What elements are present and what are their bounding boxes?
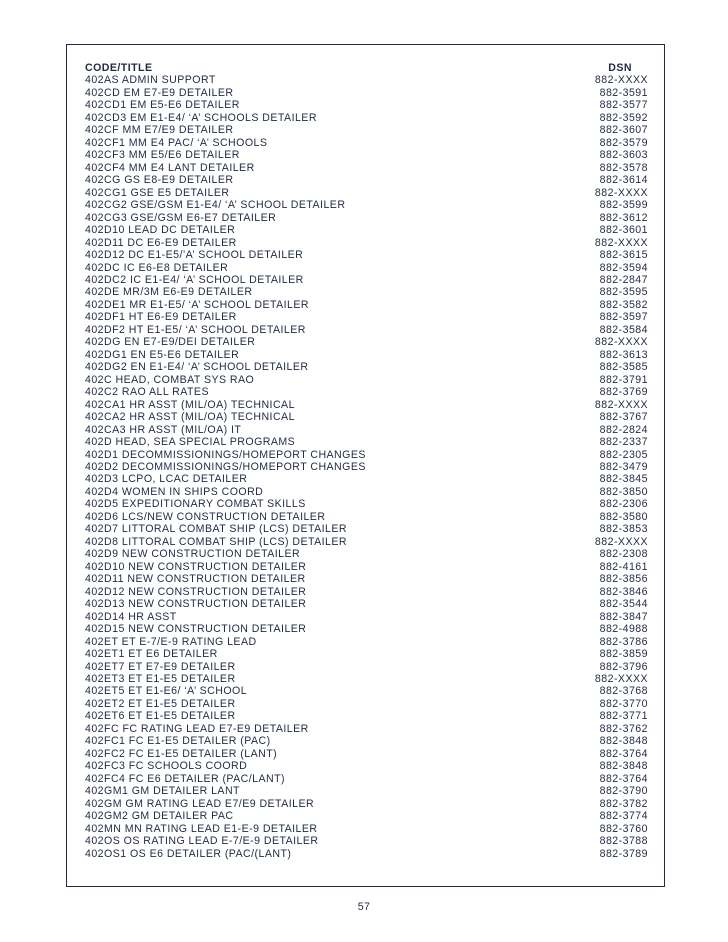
table-row [85,162,648,174]
table-row [85,735,648,747]
code-title-cell: 402GM2 GM DETAILER PAC [85,810,234,823]
table-row [85,710,648,722]
dsn-cell: 882-3594 [599,261,648,274]
code-title-cell: 402DC IC E6-E8 DETAILER [85,261,229,274]
table-row [85,798,648,810]
table-row [85,461,648,473]
table-row [85,299,648,311]
dsn-cell: 882-3579 [599,136,648,149]
code-title-cell: 402D11 NEW CONSTRUCTION DETAILER [85,573,306,586]
code-title-cell: 402C HEAD, COMBAT SYS RAO [85,373,255,386]
dsn-cell: 882-2306 [599,498,648,511]
dsn-cell: 882-2305 [599,448,648,461]
code-title-cell: 402AS ADMIN SUPPORT [85,74,216,87]
table-row [85,224,648,236]
dsn-cell: 882-4161 [599,560,648,573]
code-title-cell: 402CA1 HR ASST (MIL/OA) TECHNICAL [85,398,295,411]
code-title-cell: 402DE1 MR E1-E5/ ‘A’ SCHOOL DETAILER [85,298,310,311]
table-row [85,112,648,124]
table-row [85,199,648,211]
code-title-cell: 402D5 EXPEDITIONARY COMBAT SKILLS [85,498,306,511]
table-row [85,274,648,286]
code-title-cell: 402C2 RAO ALL RATES [85,386,209,399]
dsn-cell: 882-3479 [599,461,648,473]
dsn-cell: 882-3791 [599,373,648,386]
code-title-cell: 402ET3 ET E1-E5 DETAILER [85,672,236,685]
dsn-cell: 882-3578 [599,161,648,174]
dsn-cell: 882-3790 [599,785,648,798]
dsn-cell: 882-3845 [599,473,648,486]
table-body [85,74,648,860]
code-title-cell: 402D3 LCPO, LCAC DETAILER [85,473,248,486]
code-title-cell: 402OS1 OS E6 DETAILER (PAC/(LANT) [85,847,292,860]
dsn-cell: 882-3771 [599,710,648,723]
dsn-cell: 882-3544 [599,598,648,611]
code-title-cell: 402D10 LEAD DC DETAILER [85,224,236,237]
dsn-cell: 882-3850 [599,485,648,498]
table-row [85,361,648,373]
table-row [85,324,648,336]
code-title-cell: 402CG GS E8-E9 DETAILER [85,174,234,187]
table-row [85,636,648,648]
code-title-cell: 402DF2 HT E1-E5/ ‘A’ SCHOOL DETAILER [85,323,306,336]
table-row [85,598,648,610]
table-header [85,62,648,74]
table-row [85,149,648,161]
dsn-cell: 882-3591 [599,86,648,99]
code-title-cell: 402D1 DECOMMISSIONINGS/HOMEPORT CHANGES [85,448,366,461]
dsn-cell: 882-3848 [599,760,648,773]
dsn-cell: 882-2824 [599,423,648,436]
dsn-cell: 882-3607 [599,124,648,137]
table-row [85,561,648,573]
code-title-cell: 402OS OS RATING LEAD E-7/E-9 DETAILER [85,835,319,848]
code-title-cell: 402DF1 HT E6-E9 DETAILER [85,311,237,324]
code-title-cell: 402ET1 ET E6 DETAILER [85,648,218,661]
table-row [85,449,648,461]
code-title-cell: 402CD3 EM E1-E4/ ‘A’ SCHOOLS DETAILER [85,111,317,124]
dsn-cell: 882-3615 [599,249,648,262]
table-row [85,436,648,448]
table-row [85,473,648,485]
dsn-cell: 882-3782 [599,797,648,810]
code-title-cell: 402ET7 ET E7-E9 DETAILER [85,660,236,673]
table-row [85,311,648,323]
dsn-cell: 882-3585 [599,361,648,374]
table-row [85,99,648,111]
dsn-cell: 882-3614 [599,174,648,187]
table-row [85,586,648,598]
table-row [85,124,648,136]
table-row [85,573,648,585]
table-row [85,286,648,298]
dsn-cell: 882-XXXX [594,236,648,249]
dsn-cell: 882-4988 [599,623,648,636]
code-title-cell: 402D4 WOMEN IN SHIPS COORD [85,485,264,498]
table-row [85,399,648,411]
table-row [85,87,648,99]
table-row [85,760,648,772]
code-title-cell: 402D13 NEW CONSTRUCTION DETAILER [85,598,307,611]
code-title-cell: 402CG3 GSE/GSM E6-E7 DETAILER [85,211,277,224]
dsn-cell: 882-XXXX [594,74,648,87]
table-row [85,74,648,86]
dsn-cell: 882-3859 [599,648,648,661]
code-title-cell: 402DC2 IC E1-E4/ ‘A’ SCHOOL DETAILER [85,273,304,286]
table-row [85,810,648,822]
code-title-cell: 402CD1 EM E5-E6 DETAILER [85,99,240,112]
code-title-cell: 402FC3 FC SCHOOLS COORD [85,760,248,773]
code-title-cell: 402DG EN E7-E9/DEI DETAILER [85,336,256,349]
code-title-cell: 402D HEAD, SEA SPECIAL PROGRAMS [85,436,296,449]
directory-table [85,62,648,860]
table-row [85,848,648,860]
table-row [85,723,648,735]
table-row [85,187,648,199]
code-title-cell: 402FC FC RATING LEAD E7-E9 DETAILER [85,722,309,735]
dsn-cell: 882-3613 [599,348,648,361]
code-title-cell: 402ET5 ET E1-E6/ ‘A’ SCHOOL [85,685,248,698]
table-row [85,748,648,760]
table-row [85,249,648,261]
code-title-cell: 402GM GM RATING LEAD E7/E9 DETAILER [85,797,315,810]
dsn-cell: 882-3786 [599,635,648,648]
dsn-cell: 882-3770 [599,697,648,710]
dsn-cell: 882-3774 [599,810,648,823]
table-row [85,823,648,835]
code-title-cell: 402ET ET E-7/E-9 RATING LEAD [85,635,257,648]
dsn-cell: 882-3592 [599,111,648,124]
code-title-cell: 402CA3 HR ASST (MIL/OA) IT [85,423,242,436]
dsn-cell: 882-XXXX [594,672,648,685]
dsn-cell: 882-3595 [599,286,648,299]
table-row [85,212,648,224]
code-title-cell: 402FC1 FC E1-E5 DETAILER (PAC) [85,735,271,748]
table-row [85,498,648,510]
table-row [85,374,648,386]
table-row [85,773,648,785]
code-title-cell: 402D11 DC E6-E9 DETAILER [85,236,237,249]
code-title-cell: 402D15 NEW CONSTRUCTION DETAILER [85,623,307,636]
code-title-cell: 402D12 NEW CONSTRUCTION DETAILER [85,585,307,598]
code-title-cell: 402FC2 FC E1-E5 DETAILER (LANT) [85,747,278,760]
table-row [85,336,648,348]
code-title-cell: 402D7 LITTORAL COMBAT SHIP (LCS) DETAILER [85,523,347,536]
table-row [85,835,648,847]
table-row [85,486,648,498]
table-row [85,137,648,149]
table-row [85,698,648,710]
dsn-cell: 882-3762 [599,722,648,735]
code-title-cell: 402D14 HR ASST [85,610,177,623]
table-row [85,661,648,673]
code-title-cell: 402CG1 GSE E5 DETAILER [85,186,230,199]
dsn-cell: 882-3582 [599,298,648,311]
dsn-cell: 882-3788 [599,835,648,848]
dsn-cell: 882-3848 [599,735,648,748]
code-title-cell: 402CF4 MM E4 LANT DETAILER [85,161,255,174]
code-title-cell: 402CA2 HR ASST (MIL/OA) TECHNICAL [85,411,295,424]
table-row [85,548,648,560]
dsn-cell: 882-3769 [599,386,648,399]
table-row [85,174,648,186]
code-title-cell: 402CD EM E7-E9 DETAILER [85,86,234,99]
dsn-cell: 882-3764 [599,747,648,760]
dsn-cell: 882-3856 [599,573,648,586]
code-title-cell: 402DE MR/3M E6-E9 DETAILER [85,286,253,299]
code-title-cell: 402MN MN RATING LEAD E1-E-9 DETAILER [85,822,318,835]
code-title-cell: 402ET6 ET E1-E5 DETAILER [85,710,236,723]
dsn-cell: 882-3597 [599,311,648,324]
dsn-cell: 882-3599 [599,199,648,212]
table-row [85,511,648,523]
dsn-cell: 882-3847 [599,610,648,623]
dsn-cell: 882-XXXX [594,398,648,411]
dsn-cell: 882-XXXX [594,186,648,199]
code-title-cell: 402GM1 GM DETAILER LANT [85,785,240,798]
table-row [85,673,648,685]
dsn-cell: 882-3768 [599,685,648,698]
code-title-cell: 402D6 LCS/NEW CONSTRUCTION DETAILER [85,510,326,523]
dsn-cell: 882-3577 [599,99,648,112]
table-row [85,237,648,249]
code-title-header: CODE/TITLE [85,62,153,74]
table-row [85,648,648,660]
dsn-cell: 882-3764 [599,772,648,785]
dsn-cell: 882-3601 [599,224,648,237]
code-title-cell: 402D10 NEW CONSTRUCTION DETAILER [85,560,307,573]
code-title-cell: 402D8 LITTORAL COMBAT SHIP (LCS) DETAILER [85,535,347,548]
dsn-cell: 882-3760 [599,822,648,835]
table-row [85,611,648,623]
dsn-cell: 882-3584 [599,323,648,336]
table-row [85,685,648,697]
code-title-cell: 402CG2 GSE/GSM E1-E4/ ‘A’ SCHOOL DETAILER [85,199,346,212]
table-row [85,523,648,535]
code-title-cell: 402CF3 MM E5/E6 DETAILER [85,149,240,162]
dsn-cell: 882-3603 [599,149,648,162]
code-title-cell: 402ET2 ET E1-E5 DETAILER [85,697,236,710]
dsn-cell: 882-2337 [599,436,648,449]
code-title-cell: 402D2 DECOMMISSIONINGS/HOMEPORT CHANGES [85,461,366,473]
dsn-cell: 882-3853 [599,523,648,536]
table-row [85,424,648,436]
dsn-cell: 882-3789 [599,847,648,860]
table-row [85,536,648,548]
table-row [85,262,648,274]
table-row [85,349,648,361]
dsn-cell: 882-3612 [599,211,648,224]
dsn-cell: 882-2847 [599,273,648,286]
table-row [85,785,648,797]
code-title-cell: 402FC4 FC E6 DETAILER (PAC/LANT) [85,772,286,785]
table-row [85,623,648,635]
code-title-cell: 402D9 NEW CONSTRUCTION DETAILER [85,548,301,561]
code-title-cell: 402D12 DC E1-E5/’A’ SCHOOL DETAILER [85,249,304,262]
dsn-cell: 882-2308 [599,548,648,561]
dsn-cell: 882-3796 [599,660,648,673]
code-title-cell: 402DG2 EN E1-E4/ ‘A’ SCHOOL DETAILER [85,361,309,374]
code-title-cell: 402DG1 EN E5-E6 DETAILER [85,348,240,361]
dsn-cell: 882-XXXX [594,535,648,548]
dsn-cell: 882-XXXX [594,336,648,349]
dsn-cell: 882-3846 [599,585,648,598]
table-row [85,386,648,398]
dsn-header: DSN [608,62,632,74]
dsn-cell: 882-3767 [599,411,648,424]
dsn-cell: 882-3580 [599,510,648,523]
page-number: 57 [357,901,371,913]
code-title-cell: 402CF1 MM E4 PAC/ ‘A’ SCHOOLS [85,136,268,149]
code-title-cell: 402CF MM E7/E9 DETAILER [85,124,234,137]
table-row [85,411,648,423]
